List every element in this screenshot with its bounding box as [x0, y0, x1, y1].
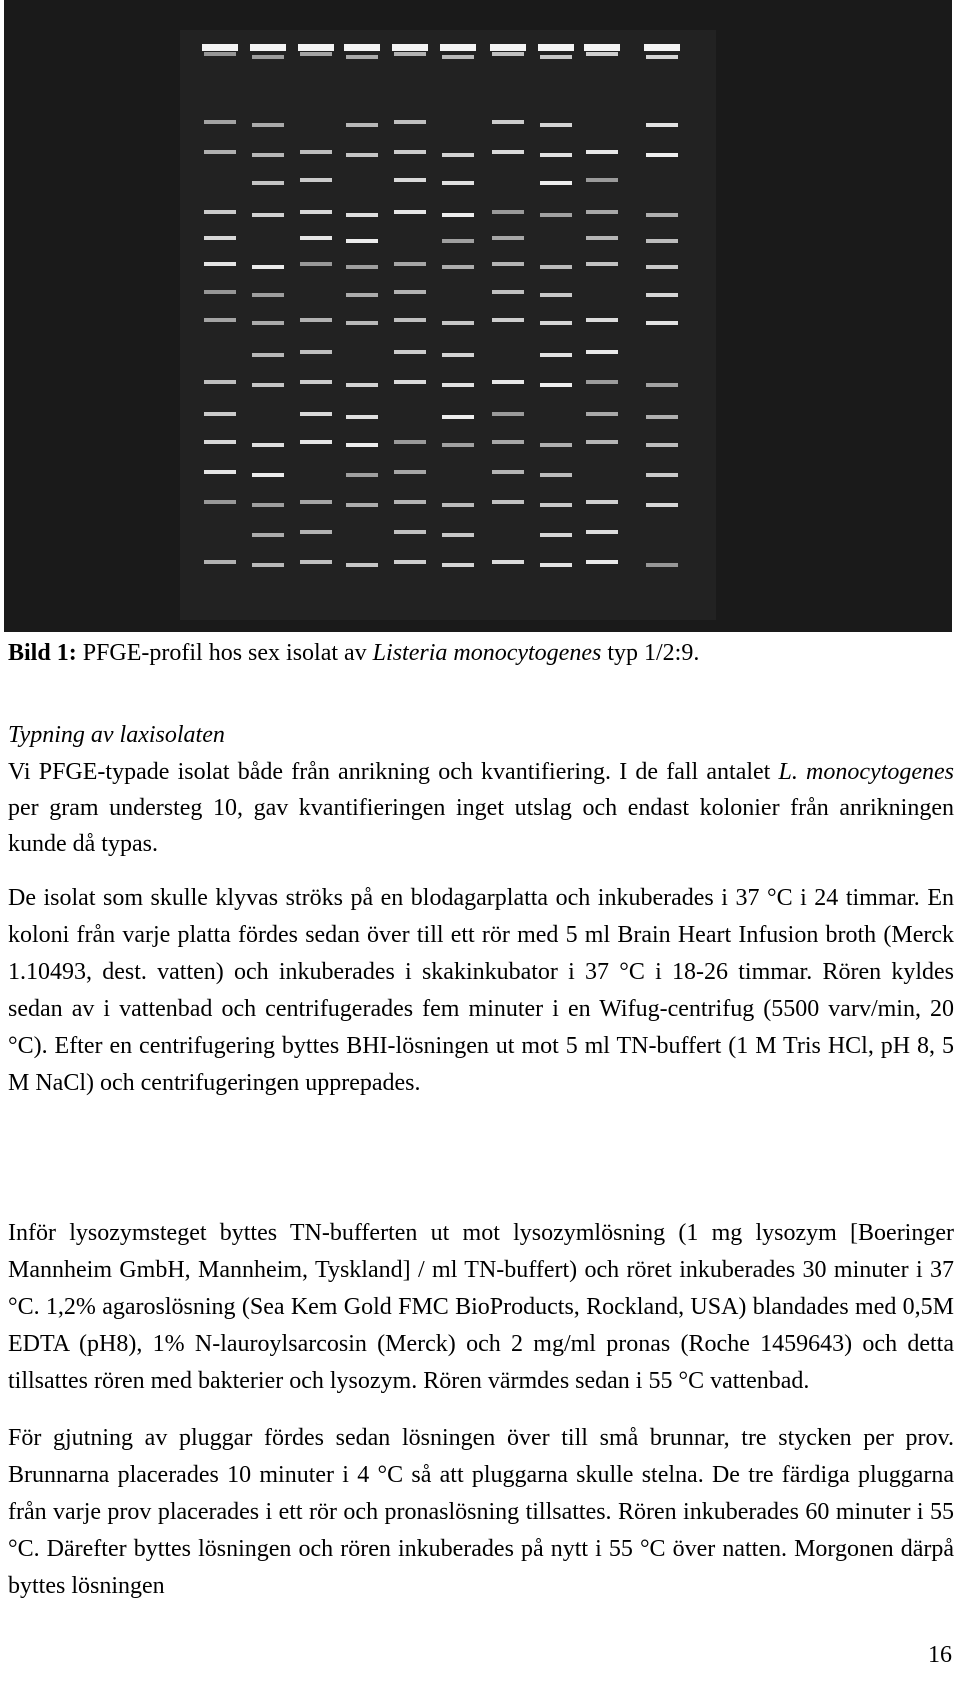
gel-band: [204, 380, 236, 384]
pfge-gel-image: [4, 0, 952, 632]
caption-label: Bild 1:: [8, 640, 77, 666]
gel-band: [346, 293, 378, 297]
gel-band: [586, 350, 618, 354]
gel-band: [252, 265, 284, 269]
gel-band: [394, 150, 426, 154]
gel-band: [300, 150, 332, 154]
gel-band: [252, 383, 284, 387]
gel-band: [492, 236, 524, 240]
gel-band: [646, 473, 678, 477]
gel-band: [492, 210, 524, 214]
paragraph-4: För gjutning av pluggar fördes sedan lösningen över till små brunnar, tre stycken per prov. Brunnarna placerades 10 minuter i 4 °C så att pluggarna skulle stelna. De tre färdiga pluggarna från varje prov placerades i ett rör och pronaslösning tillsattes. Rören inkuberades 60 minuter i 55 °C. Därefter byttes lösningen och rören inkuberades på nytt i 55 °C över natten. Morgonen därpå byttes lösningen: [8, 1425, 954, 1599]
gel-band: [300, 560, 332, 564]
gel-band: [442, 383, 474, 387]
gel-band: [346, 153, 378, 157]
gel-band: [442, 55, 474, 59]
gel-band: [492, 470, 524, 474]
paragraph-1-text-end: per gram understeg 10, gav kvantifieringen inget utslag och endast kolonier från anrikningen kunde då typas.: [8, 795, 954, 857]
gel-well-band: [538, 44, 574, 51]
gel-band: [586, 560, 618, 564]
gel-band: [346, 563, 378, 567]
gel-band: [540, 353, 572, 357]
gel-band: [204, 236, 236, 240]
gel-band: [204, 262, 236, 266]
gel-band: [346, 55, 378, 59]
gel-band: [394, 262, 426, 266]
gel-band: [586, 178, 618, 182]
gel-band: [252, 473, 284, 477]
gel-band: [646, 415, 678, 419]
caption-text: PFGE-profil hos sex isolat av: [76, 640, 373, 666]
gel-band: [646, 153, 678, 157]
gel-band: [492, 560, 524, 564]
gel-band: [394, 290, 426, 294]
gel-band: [394, 470, 426, 474]
gel-band: [646, 239, 678, 243]
gel-band: [204, 470, 236, 474]
gel-band: [586, 500, 618, 504]
gel-band: [394, 530, 426, 534]
gel-band: [252, 293, 284, 297]
gel-band: [252, 181, 284, 185]
gel-band: [540, 181, 572, 185]
gel-well-band: [490, 44, 526, 51]
gel-band: [252, 563, 284, 567]
figure-caption: [8, 636, 948, 670]
page-number: 16: [928, 1642, 952, 1668]
gel-band: [300, 210, 332, 214]
gel-band: [300, 530, 332, 534]
caption-text-end: typ 1/2:9.: [601, 640, 700, 666]
gel-band: [586, 380, 618, 384]
gel-band: [300, 412, 332, 416]
gel-band: [586, 210, 618, 214]
gel-band: [394, 178, 426, 182]
gel-band: [540, 383, 572, 387]
gel-band: [394, 440, 426, 444]
gel-band: [586, 52, 618, 56]
gel-band: [492, 290, 524, 294]
gel-band: [540, 503, 572, 507]
gel-band: [646, 321, 678, 325]
section-heading: Typning av laxisolaten: [8, 722, 225, 748]
gel-band: [646, 503, 678, 507]
gel-band: [394, 52, 426, 56]
gel-band: [646, 123, 678, 127]
gel-band: [300, 440, 332, 444]
gel-band: [252, 55, 284, 59]
gel-band: [540, 213, 572, 217]
gel-band: [204, 440, 236, 444]
gel-band: [252, 321, 284, 325]
gel-band: [346, 239, 378, 243]
gel-band: [492, 440, 524, 444]
gel-band: [394, 380, 426, 384]
gel-well-band: [250, 44, 286, 51]
gel-band: [442, 563, 474, 567]
gel-band: [586, 530, 618, 534]
gel-band: [442, 415, 474, 419]
gel-band: [346, 213, 378, 217]
gel-band: [442, 321, 474, 325]
gel-band: [540, 293, 572, 297]
gel-band: [540, 443, 572, 447]
gel-band: [300, 350, 332, 354]
gel-band: [204, 150, 236, 154]
gel-band: [252, 213, 284, 217]
gel-band: [346, 123, 378, 127]
gel-band: [442, 443, 474, 447]
gel-band: [204, 412, 236, 416]
gel-band: [586, 262, 618, 266]
gel-band: [586, 150, 618, 154]
gel-band: [586, 236, 618, 240]
gel-band: [346, 383, 378, 387]
gel-band: [492, 318, 524, 322]
paragraph-1-text: Vi PFGE-typade isolat både från anrikning och kvantifiering. I de fall antalet: [8, 759, 779, 785]
gel-band: [540, 153, 572, 157]
gel-band: [442, 533, 474, 537]
gel-band: [540, 55, 572, 59]
gel-band: [646, 293, 678, 297]
gel-band: [300, 380, 332, 384]
gel-band: [252, 443, 284, 447]
gel-band: [204, 500, 236, 504]
gel-band: [346, 473, 378, 477]
gel-well-band: [584, 44, 620, 51]
gel-band: [492, 412, 524, 416]
gel-band: [252, 503, 284, 507]
gel-band: [394, 500, 426, 504]
gel-well-band: [202, 44, 238, 51]
gel-well-band: [644, 44, 680, 51]
gel-band: [646, 563, 678, 567]
gel-band: [540, 563, 572, 567]
gel-band: [492, 52, 524, 56]
gel-well-band: [440, 44, 476, 51]
gel-band: [646, 443, 678, 447]
gel-well-band: [392, 44, 428, 51]
gel-band: [346, 503, 378, 507]
gel-band: [204, 290, 236, 294]
gel-band: [252, 533, 284, 537]
gel-band: [394, 120, 426, 124]
gel-band: [442, 153, 474, 157]
gel-well-band: [298, 44, 334, 51]
gel-band: [442, 503, 474, 507]
gel-band: [204, 52, 236, 56]
gel-band: [442, 353, 474, 357]
gel-band: [586, 318, 618, 322]
gel-band: [300, 52, 332, 56]
gel-band: [540, 533, 572, 537]
gel-band: [492, 500, 524, 504]
paragraph-1-species: L. monocytogenes: [778, 759, 955, 785]
gel-band: [346, 265, 378, 269]
gel-band: [346, 321, 378, 325]
gel-band: [492, 380, 524, 384]
paragraph-2: De isolat som skulle klyvas ströks på en blodagarplatta och inkuberades i 37 °C i 24 timmar. En koloni från varje platta fördes sedan över till ett rör med 5 ml Brain Heart Infusion broth (Merck 1.10493, dest. vatten) och inkuberades i skakinkubator i 37 °C i 18-26 timmar. Rören kyldes sedan av i vattenbad och centrifugerades fem minuter i en Wifug-centrifug (5500 varv/min, 20 °C). Efter en centrifugering byttes BHI-lösningen ut mot 5 ml TN-buffert (1 M Tris HCl, pH 8, 5 M NaCl) och centrifugeringen upprepades.: [8, 885, 954, 1096]
gel-band: [300, 178, 332, 182]
gel-band: [442, 181, 474, 185]
gel-band: [394, 560, 426, 564]
gel-band: [346, 415, 378, 419]
gel-band: [204, 210, 236, 214]
gel-band: [204, 318, 236, 322]
gel-band: [442, 265, 474, 269]
gel-band: [204, 560, 236, 564]
gel-band: [492, 262, 524, 266]
caption-species: Listeria monocytogenes: [372, 640, 602, 666]
gel-band: [252, 353, 284, 357]
gel-band: [646, 213, 678, 217]
gel-band: [300, 236, 332, 240]
gel-band: [586, 440, 618, 444]
gel-band: [540, 321, 572, 325]
gel-band: [300, 262, 332, 266]
gel-band: [442, 213, 474, 217]
paragraph-1: [8, 754, 954, 862]
gel-band: [586, 412, 618, 416]
gel-band: [252, 153, 284, 157]
gel-band: [646, 55, 678, 59]
gel-band: [646, 265, 678, 269]
gel-band: [394, 350, 426, 354]
gel-band: [540, 473, 572, 477]
gel-band: [492, 120, 524, 124]
gel-band: [394, 318, 426, 322]
gel-band: [300, 318, 332, 322]
gel-band: [540, 123, 572, 127]
gel-band: [346, 443, 378, 447]
paragraph-3: Inför lysozymsteget byttes TN-bufferten ut mot lysozymlösning (1 mg lysozym [Boeringer Mannheim GmbH, Mannheim, Tyskland] / ml TN-buffert) och röret inkuberades 30 minuter i 37 °C. 1,2% agaroslösning (Sea Kem Gold FMC BioProducts, Rockland, USA) blandades med 0,5M EDTA (pH8), 1% N-lauroylsarcosin (Merck) och 2 mg/ml pronas (Roche 1459643) och detta tillsattes rören med bakterier och lysozym. Rören värmdes sedan i 55 °C vattenbad.: [8, 1220, 954, 1394]
gel-well-band: [344, 44, 380, 51]
gel-band: [252, 123, 284, 127]
gel-band: [646, 383, 678, 387]
gel-band: [394, 210, 426, 214]
gel-band: [204, 120, 236, 124]
gel-band: [300, 500, 332, 504]
gel-band: [442, 239, 474, 243]
gel-band: [540, 265, 572, 269]
gel-band: [492, 150, 524, 154]
